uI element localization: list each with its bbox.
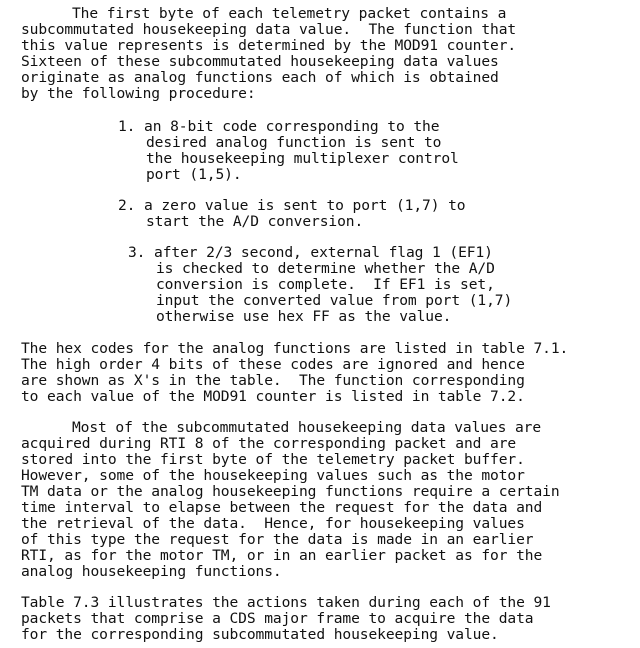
text-line: The first byte of each telemetry packet contains a [72, 5, 507, 22]
text-line: input the converted value from port (1,7) [156, 292, 513, 309]
text-line: packets that comprise a CDS major frame to acquire the data [21, 610, 534, 627]
text-line: to each value of the MOD91 counter is listed in table 7.2. [21, 388, 525, 405]
text-line: Most of the subcommutated housekeeping data values are [72, 419, 542, 436]
text-line: analog housekeeping functions. [21, 563, 282, 580]
text-line: 1. an 8-bit code corresponding to the [118, 118, 440, 135]
text-line: 2. a zero value is sent to port (1,7) to [118, 197, 466, 214]
text-line: port (1,5). [146, 166, 242, 183]
text-line: for the corresponding subcommutated housekeeping value. [21, 626, 499, 643]
text-line: the housekeeping multiplexer control [146, 150, 459, 167]
text-line: start the A/D conversion. [146, 213, 364, 230]
text-line: is checked to determine whether the A/D [156, 260, 495, 277]
text-line: 3. after 2/3 second, external flag 1 (EF1) [128, 244, 493, 261]
text-line: TM data or the analog housekeeping functions require a certain [21, 483, 560, 500]
text-line: of this type the request for the data is made in an earlier [21, 531, 534, 548]
text-line: are shown as X's in the table. The function corresponding [21, 372, 525, 389]
text-line: acquired during RTI 8 of the corresponding packet and are [21, 435, 517, 452]
text-line: by the following procedure: [21, 85, 256, 102]
text-line: conversion is complete. If EF1 is set, [156, 276, 495, 293]
text-line: subcommutated housekeeping data value. The function that [21, 21, 517, 38]
text-line: desired analog function is sent to [146, 134, 442, 151]
text-line: The high order 4 bits of these codes are ignored and hence [21, 356, 525, 373]
text-line: Table 7.3 illustrates the actions taken during each of the 91 [21, 594, 551, 611]
text-line: RTI, as for the motor TM, or in an earlier packet as for the [21, 547, 543, 564]
text-line: this value represents is determined by the MOD91 counter. [21, 37, 517, 54]
text-line: Sixteen of these subcommutated housekeeping data values [21, 53, 499, 70]
text-line: originate as analog functions each of which is obtained [21, 69, 499, 86]
text-line: otherwise use hex FF as the value. [156, 308, 452, 325]
text-line: the retrieval of the data. Hence, for housekeeping values [21, 515, 525, 532]
text-line: However, some of the housekeeping values such as the motor [21, 467, 525, 484]
text-line: stored into the first byte of the telemetry packet buffer. [21, 451, 525, 468]
text-line: time interval to elapse between the request for the data and [21, 499, 543, 516]
text-line: The hex codes for the analog functions are listed in table 7.1. [21, 340, 569, 357]
